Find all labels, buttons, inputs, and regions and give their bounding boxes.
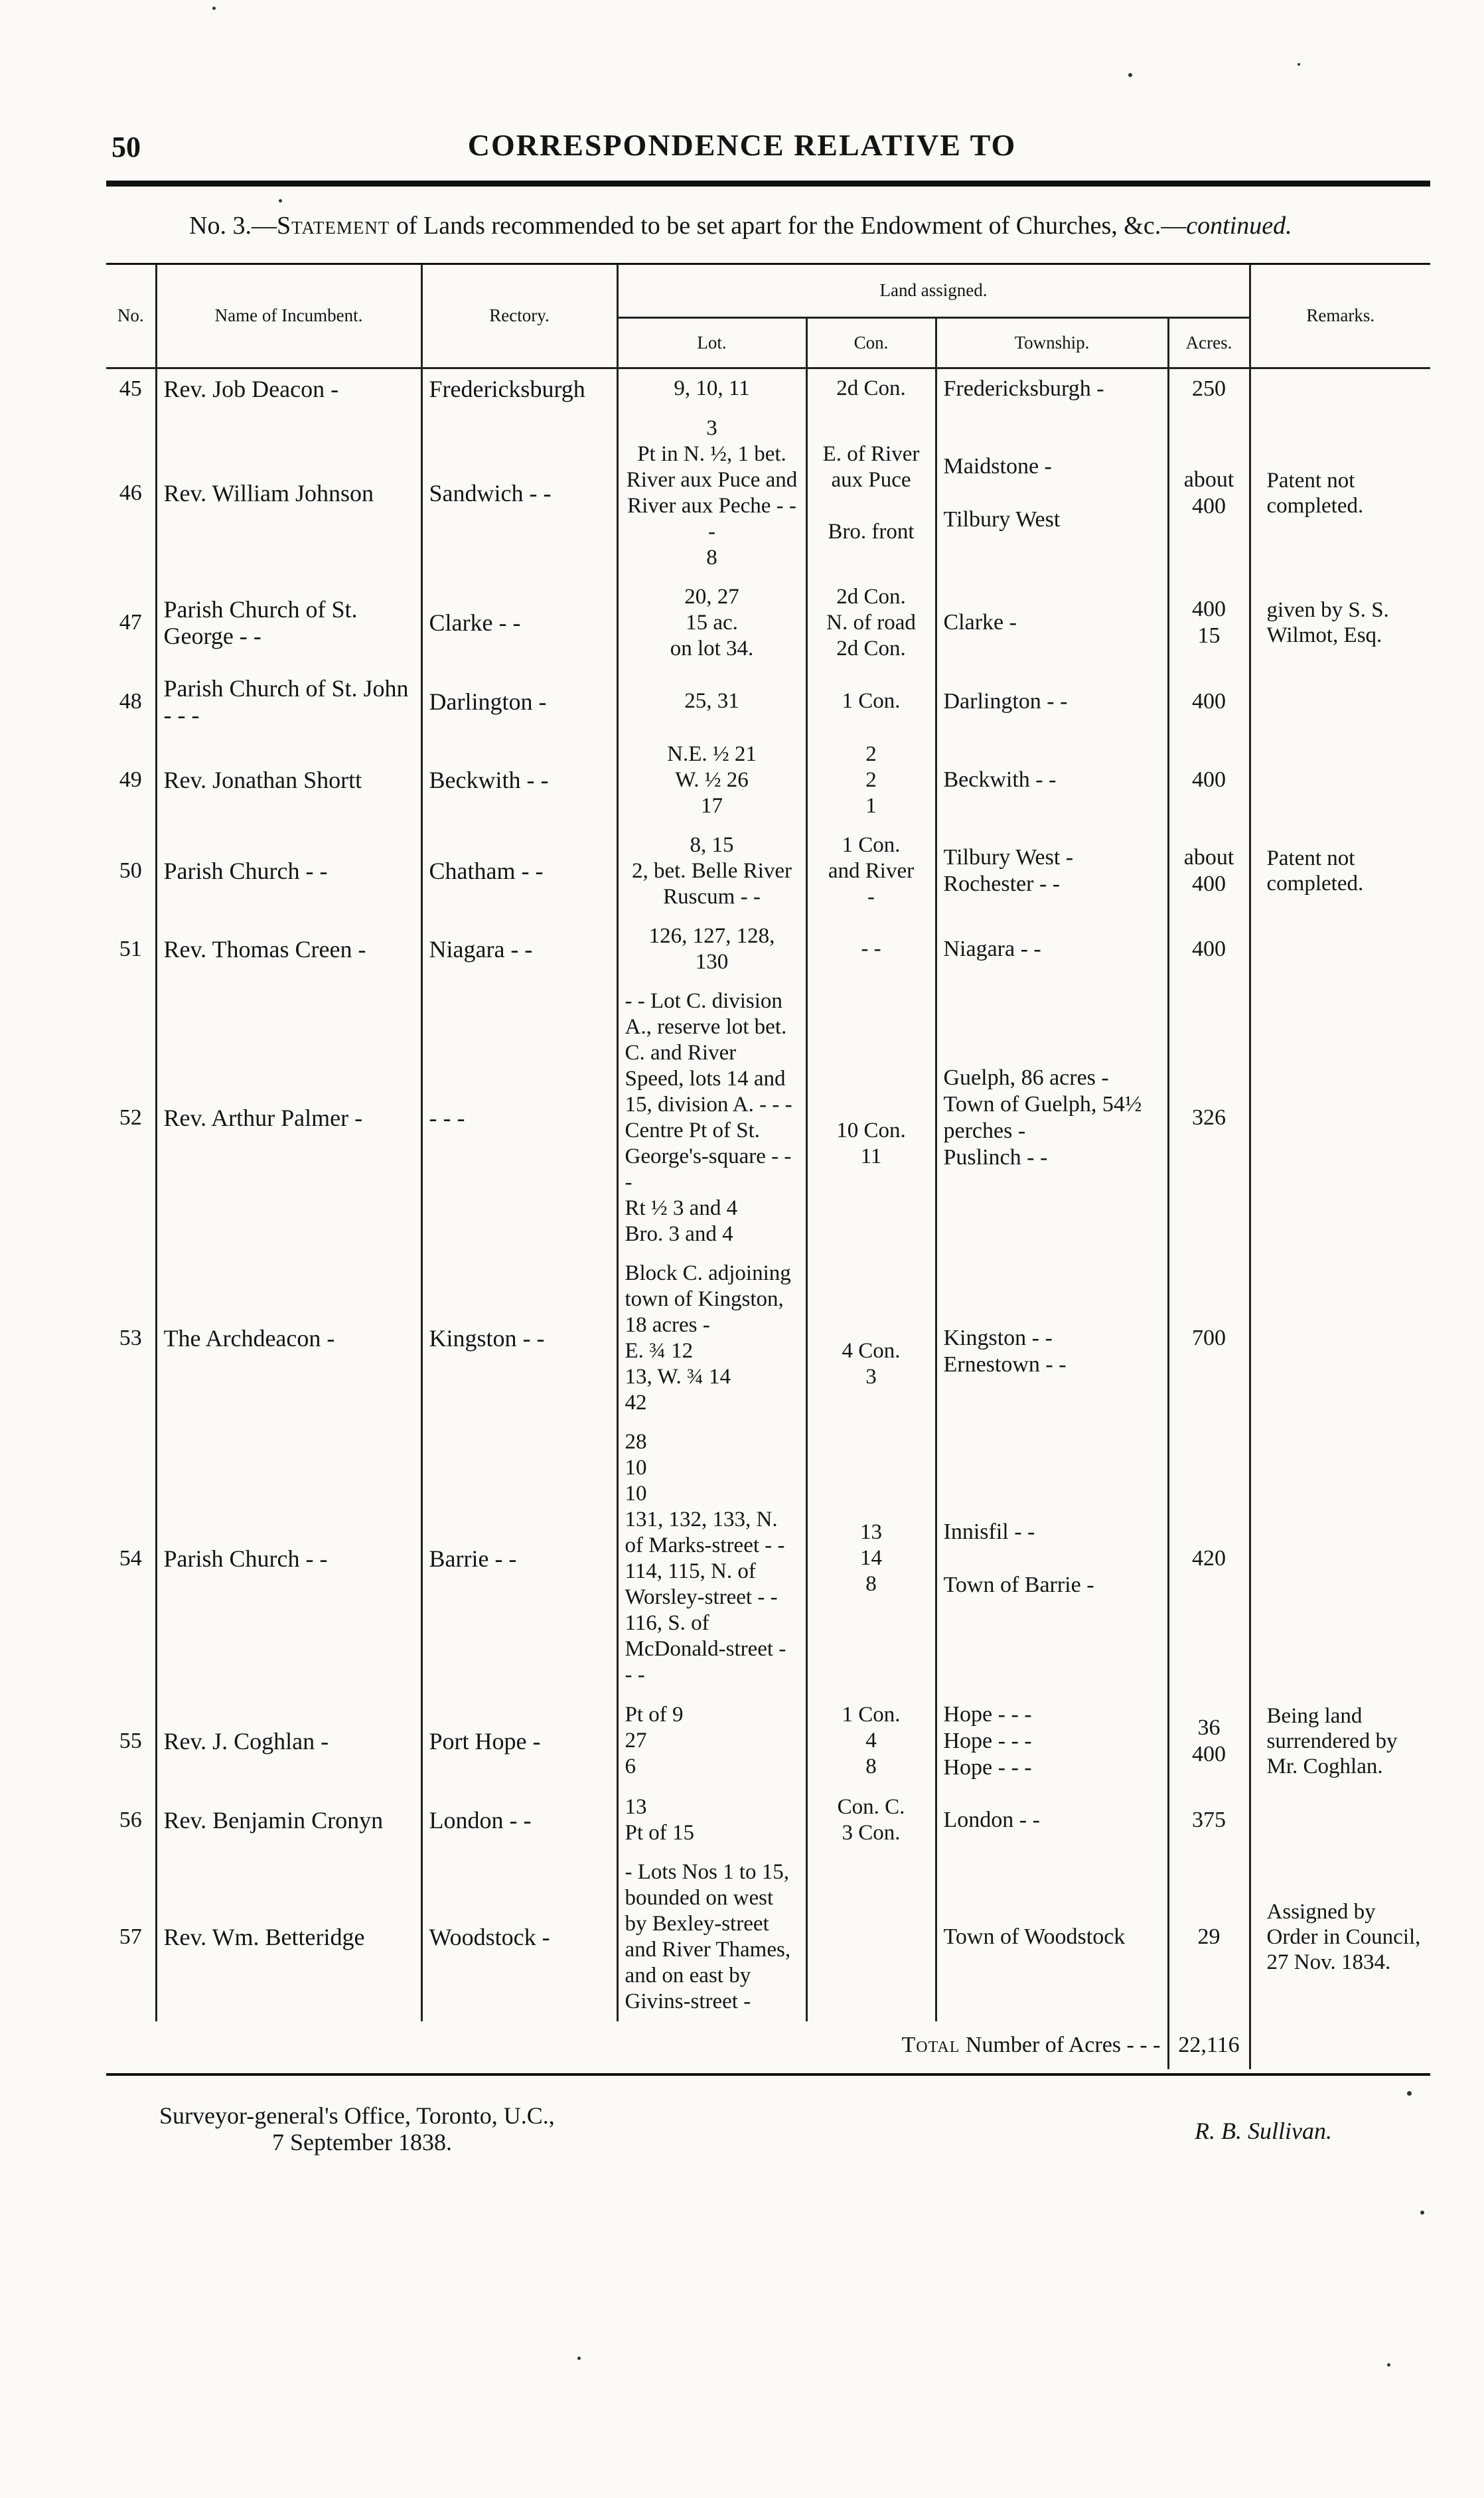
lot-cell: - Lots Nos 1 to 15, bounded on west by Bexley-street and River Thames, and on east by Givins-street - [617, 1853, 806, 2021]
con-cell: 2d Con. [806, 368, 936, 409]
lot-cell: 8, 15 2, bet. Belle River Ruscum - - [617, 826, 806, 917]
con-cell: Con. C. 3 Con. [806, 1788, 936, 1853]
incumbent-cell: Parish Church - - [156, 1423, 421, 1695]
acres-cell: 400 15 [1168, 578, 1250, 668]
header-incumbent: Name of Incumbent. [156, 264, 421, 368]
table-row [106, 1788, 1430, 1853]
header-con: Con. [806, 317, 936, 368]
signature: R. B. Sullivan. [1195, 2118, 1332, 2144]
township-cell: Darlington - - [936, 668, 1168, 735]
lot-cell: 3 Pt in N. ½, 1 bet. River aux Puce and River aux Peche - - - 8 [617, 409, 806, 578]
township-cell: Niagara - - [936, 917, 1168, 982]
acres-cell: about 400 [1168, 409, 1250, 578]
incumbent-cell: Rev. Arthur Palmer - [156, 982, 421, 1254]
header-acres: Acres. [1168, 317, 1250, 368]
table-body [106, 368, 1430, 2021]
rectory-cell: Chatham - - [421, 826, 617, 917]
con-cell: 1 Con. 4 8 [806, 1695, 936, 1788]
lot-cell: 25, 31 [617, 668, 806, 735]
header-remarks: Remarks. [1250, 264, 1430, 368]
incumbent-cell: Rev. Thomas Creen - [156, 917, 421, 982]
remarks-cell: Assigned by Order in Council, 27 Nov. 1834. [1266, 1899, 1421, 1974]
incumbent-cell: Parish Church of St. George - - [156, 578, 421, 668]
row-number: 50 [106, 826, 156, 917]
acres-cell: 250 [1168, 368, 1250, 409]
row-number: 55 [106, 1695, 156, 1788]
table-row [106, 982, 1430, 1254]
speck [1420, 2211, 1424, 2215]
con-cell: 2 2 1 [806, 735, 936, 826]
lands-table [106, 264, 1430, 2069]
lot-cell: 20, 27 15 ac. on lot 34. [617, 578, 806, 668]
total-smallcaps: Total [901, 2032, 960, 2057]
incumbent-cell: Parish Church of St. John - - - [156, 668, 421, 735]
incumbent-cell: Rev. Wm. Betteridge [156, 1853, 421, 2021]
row-number: 47 [106, 578, 156, 668]
row-number: 49 [106, 735, 156, 826]
lot-cell: 9, 10, 11 [617, 368, 806, 409]
total-acres: 22,116 [1168, 2021, 1250, 2069]
total-text: Number of Acres - - - [960, 2032, 1161, 2057]
incumbent-cell: Rev. Job Deacon - [156, 368, 421, 409]
rectory-cell: London - - [421, 1788, 617, 1853]
township-cell: Town of Woodstock [936, 1853, 1168, 2021]
table-row [106, 578, 1430, 668]
township-cell: Clarke - [936, 578, 1168, 668]
incumbent-cell: Rev. Jonathan Shortt [156, 735, 421, 826]
row-number: 54 [106, 1423, 156, 1695]
rectory-cell: Port Hope - [421, 1695, 617, 1788]
con-cell: E. of River aux Puce Bro. front [806, 409, 936, 578]
acres-cell: 400 [1168, 917, 1250, 982]
remarks-cell [1250, 982, 1430, 1254]
con-cell: 13 14 8 [806, 1423, 936, 1695]
total-row [106, 2021, 1430, 2069]
township-cell: Beckwith - - [936, 735, 1168, 826]
con-cell: 1 Con. [806, 668, 936, 735]
remarks-cell [1250, 1423, 1430, 1695]
acres-cell: 326 [1168, 982, 1250, 1254]
table-row [106, 917, 1430, 982]
total-label [106, 2021, 1168, 2069]
lot-cell: 13 Pt of 15 [617, 1788, 806, 1853]
lot-cell: Block C. adjoining town of Kingston, 18 acres - E. ¾ 12 13, W. ¾ 14 42 [617, 1254, 806, 1423]
remarks-cell: Patent not completed. [1266, 468, 1364, 518]
page-number: 50 [111, 131, 141, 163]
acres-cell: 400 [1168, 668, 1250, 735]
speck [577, 2357, 581, 2360]
row-number: 46 [106, 409, 156, 578]
remarks-cell: given by S. S. Wilmot, Esq. [1266, 598, 1389, 647]
township-cell: Hope - - - Hope - - - Hope - - - [936, 1695, 1168, 1788]
rectory-cell: Barrie - - [421, 1423, 617, 1695]
acres-cell: about 400 [1168, 826, 1250, 917]
speck [1128, 73, 1132, 77]
table-row [106, 668, 1430, 735]
incumbent-cell: The Archdeacon - [156, 1254, 421, 1423]
table-row [106, 826, 1430, 917]
table-row [106, 1853, 1430, 2021]
township-cell: Guelph, 86 acres - Town of Guelph, 54½ perches - Puslinch - - [936, 982, 1168, 1254]
speck [1387, 2363, 1390, 2367]
statement-prefix: No. 3.— [189, 212, 277, 240]
speck [1407, 2091, 1412, 2096]
row-number: 48 [106, 668, 156, 735]
speck [1298, 63, 1300, 66]
acres-cell: 400 [1168, 735, 1250, 826]
rectory-cell: Clarke - - [421, 578, 617, 668]
remarks-cell [1250, 1788, 1430, 1853]
row-number: 51 [106, 917, 156, 982]
con-cell: 1 Con. and River - [806, 826, 936, 917]
statement-continued: continued. [1186, 212, 1292, 240]
header-lot: Lot. [617, 317, 806, 368]
header-rectory: Rectory. [421, 264, 617, 368]
acres-cell: 700 [1168, 1254, 1250, 1423]
incumbent-cell: Parish Church - - [156, 826, 421, 917]
rectory-cell: Woodstock - [421, 1853, 617, 2021]
table-row [106, 409, 1430, 578]
rectory-cell: Beckwith - - [421, 735, 617, 826]
header-no: No. [106, 264, 156, 368]
running-head: CORRESPONDENCE RELATIVE TO [467, 128, 1017, 162]
rectory-cell: Sandwich - - [421, 409, 617, 578]
township-cell: Maidstone - Tilbury West [936, 409, 1168, 578]
header-township: Township. [936, 317, 1168, 368]
rectory-cell: - - - [421, 982, 617, 1254]
statement-smallcaps: Statement [276, 212, 390, 240]
row-number: 45 [106, 368, 156, 409]
township-cell: Tilbury West - Rochester - - [936, 826, 1168, 917]
speck [212, 7, 216, 10]
acres-cell: 36 400 [1168, 1695, 1250, 1788]
header-land-assigned: Land assigned. [617, 264, 1250, 317]
rectory-cell: Niagara - - [421, 917, 617, 982]
township-cell: Innisfil - - Town of Barrie - [936, 1423, 1168, 1695]
total-remarks-blank [1250, 2021, 1430, 2069]
remarks-cell [1250, 917, 1430, 982]
table-row [106, 1695, 1430, 1788]
lot-cell: - - Lot C. division A., reserve lot bet. C. and River Speed, lots 14 and 15, division A. - - - Centre Pt of St. George's-square - - - Rt ½ 3 and 4 Bro. 3 and 4 [617, 982, 806, 1254]
row-number: 57 [106, 1853, 156, 2021]
remarks-cell [1250, 1254, 1430, 1423]
incumbent-cell: Rev. Benjamin Cronyn [156, 1788, 421, 1853]
remarks-cell [1250, 368, 1430, 409]
office-block [159, 2102, 555, 2155]
remarks-cell: Patent not completed. [1266, 846, 1364, 896]
lot-cell: N.E. ½ 21 W. ½ 26 17 [617, 735, 806, 826]
lot-cell: 126, 127, 128, 130 [617, 917, 806, 982]
con-cell [806, 1853, 936, 2021]
acres-cell: 420 [1168, 1423, 1250, 1695]
statement-text: of Lands recommended to be set apart for the Endowment of Churches, &c.— [390, 212, 1187, 240]
incumbent-cell: Rev. William Johnson [156, 409, 421, 578]
con-cell: 2d Con. N. of road 2d Con. [806, 578, 936, 668]
rectory-cell: Darlington - [421, 668, 617, 735]
table-row [106, 735, 1430, 826]
township-cell: Fredericksburgh - [936, 368, 1168, 409]
statement-title [189, 211, 1292, 240]
remarks-cell [1250, 735, 1430, 826]
table-row [106, 368, 1430, 409]
rectory-cell: Kingston - - [421, 1254, 617, 1423]
rectory-cell: Fredericksburgh [421, 368, 617, 409]
acres-cell: 29 [1168, 1853, 1250, 2021]
acres-cell: 375 [1168, 1788, 1250, 1853]
con-cell: 10 Con. 11 [806, 982, 936, 1254]
row-number: 56 [106, 1788, 156, 1853]
row-number: 53 [106, 1254, 156, 1423]
incumbent-cell: Rev. J. Coghlan - [156, 1695, 421, 1788]
office-date: 7 September 1838. [272, 2129, 452, 2155]
footer-rule [106, 2073, 1430, 2076]
con-cell: - - [806, 917, 936, 982]
office-line1: Surveyor-general's Office, Toronto, U.C., [159, 2102, 555, 2129]
lot-cell: Pt of 9 27 6 [617, 1695, 806, 1788]
township-cell: London - - [936, 1788, 1168, 1853]
row-number: 52 [106, 982, 156, 1254]
table-row [106, 1254, 1430, 1423]
con-cell: 4 Con. 3 [806, 1254, 936, 1423]
remarks-cell: Being land surrendered by Mr. Coghlan. [1266, 1703, 1398, 1778]
speck [279, 199, 282, 202]
township-cell: Kingston - - Ernestown - - [936, 1254, 1168, 1423]
header-rule [106, 181, 1430, 187]
table-row [106, 1423, 1430, 1695]
lot-cell: 28 10 10 131, 132, 133, N. of Marks-street - - 114, 115, N. of Worsley-street - - 116, S. of McDonald-street - - - [617, 1423, 806, 1695]
remarks-cell [1250, 668, 1430, 735]
